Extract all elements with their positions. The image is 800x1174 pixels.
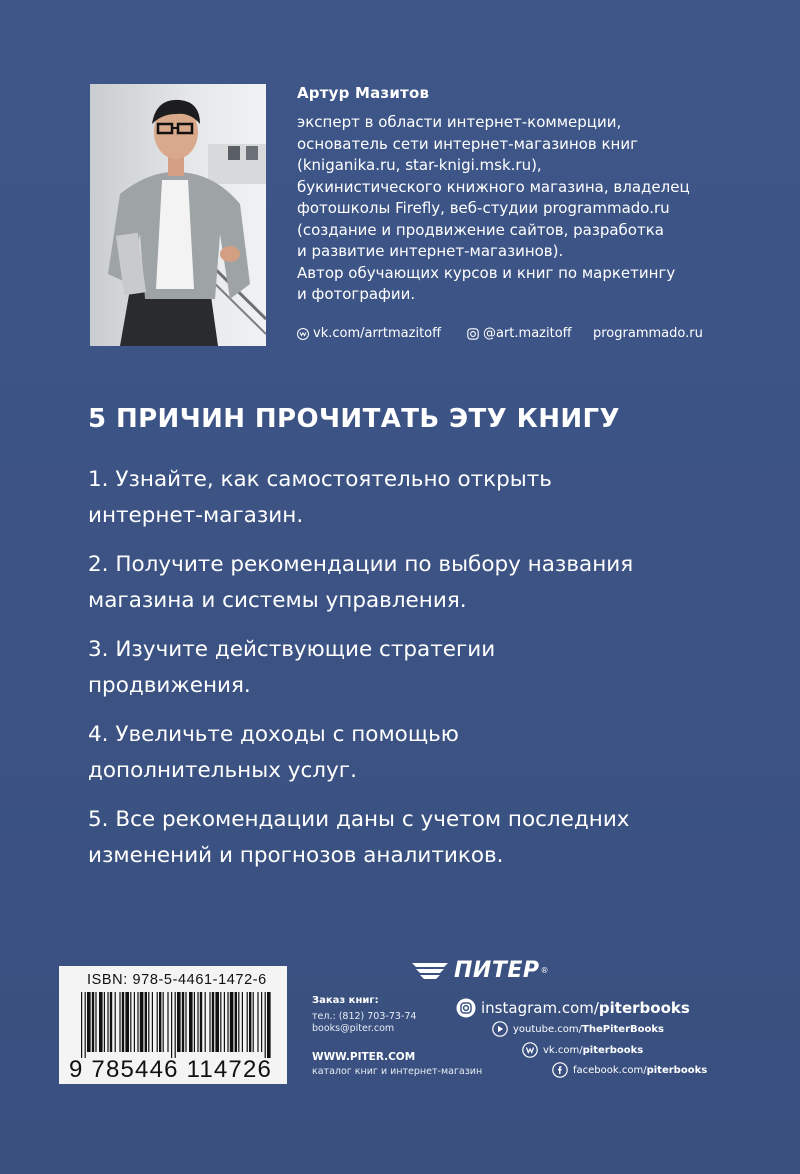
barcode-bar bbox=[119, 992, 120, 1052]
reason-line: магазина и системы управления. bbox=[88, 588, 467, 613]
barcode-bar bbox=[92, 992, 94, 1052]
barcode-bar bbox=[185, 992, 186, 1052]
barcode-bar bbox=[220, 992, 221, 1052]
publisher-instagram-link[interactable] bbox=[456, 998, 690, 1018]
publisher-logo bbox=[410, 956, 580, 984]
barcode-bar bbox=[242, 992, 243, 1052]
publisher-vk-link[interactable] bbox=[522, 1042, 643, 1058]
barcode-bar bbox=[148, 992, 149, 1052]
youtube-prefix: youtube.com/ bbox=[513, 1023, 583, 1035]
barcode-bar bbox=[122, 992, 124, 1052]
barcode-bar bbox=[145, 992, 147, 1052]
barcode-bar bbox=[140, 992, 144, 1052]
barcode-bar bbox=[235, 992, 237, 1052]
reason-item bbox=[88, 632, 728, 704]
barcode-bar bbox=[227, 992, 228, 1052]
barcode-bar bbox=[110, 992, 112, 1052]
barcode-bar bbox=[115, 992, 116, 1052]
barcode-bar bbox=[175, 992, 176, 1058]
instagram-handle: piterbooks bbox=[598, 999, 690, 1017]
author-bio-line: (kniganika.ru, star-knigi.msk.ru), bbox=[297, 156, 542, 174]
reasons-title: 5 ПРИЧИН ПРОЧИТАТЬ ЭТУ КНИГУ bbox=[88, 404, 620, 434]
author-site-link[interactable] bbox=[593, 326, 703, 341]
barcode-bar bbox=[95, 992, 96, 1052]
barcode-bar bbox=[249, 992, 251, 1052]
barcode-bar bbox=[99, 992, 103, 1052]
author-vk-text: vk.com/arrtmazitoff bbox=[313, 326, 442, 341]
author-bio-line: (создание и продвижение сайтов, разработка bbox=[297, 220, 664, 239]
registered-mark: ® bbox=[540, 965, 549, 975]
facebook-prefix: facebook.com/ bbox=[573, 1064, 647, 1076]
reason-item bbox=[88, 462, 728, 534]
reason-line: 5. Все рекомендации даны с учетом последних bbox=[88, 807, 630, 832]
order-phone: тел.: (812) 703-73-74 bbox=[312, 1011, 417, 1022]
author-name: Артур Мазитов bbox=[297, 84, 430, 102]
barcode-bar bbox=[212, 992, 214, 1052]
barcode-bar bbox=[197, 992, 198, 1052]
author-bio-line: основатель сети интернет-магазинов книг bbox=[297, 134, 638, 153]
instagram-prefix: instagram.com/ bbox=[481, 999, 599, 1017]
barcode-bar bbox=[163, 992, 164, 1052]
reason-item bbox=[88, 547, 728, 619]
author-vk-link[interactable] bbox=[297, 326, 441, 341]
barcode-digits: 9 785446 114726 bbox=[69, 1056, 273, 1083]
order-label: Заказ книг: bbox=[312, 995, 379, 1006]
reason-line: интернет-магазин. bbox=[88, 503, 304, 528]
publisher-youtube-link[interactable] bbox=[492, 1021, 664, 1037]
instagram-icon bbox=[467, 328, 479, 340]
reason-line: изменений и прогнозов аналитиков. bbox=[88, 843, 504, 868]
author-instagram-text: @art.mazitoff bbox=[483, 326, 572, 341]
author-photo bbox=[90, 84, 266, 346]
barcode-bar bbox=[87, 992, 91, 1052]
barcode-bar bbox=[171, 992, 172, 1058]
barcode-bar bbox=[104, 992, 105, 1052]
barcode-bar bbox=[157, 992, 158, 1052]
barcode-panel bbox=[59, 966, 287, 1084]
barcode-bar bbox=[189, 992, 193, 1052]
author-bio-line: эксперт в области интернет-коммерции, bbox=[297, 113, 622, 131]
barcode-bar bbox=[167, 992, 168, 1052]
instagram-icon bbox=[456, 998, 476, 1018]
barcode-bar bbox=[177, 992, 181, 1052]
barcode-bar bbox=[247, 992, 248, 1052]
author-bio-line: и развитие интернет-магазинов). bbox=[297, 242, 564, 260]
author-instagram-link[interactable] bbox=[467, 326, 572, 341]
barcode-bar bbox=[125, 992, 129, 1052]
vk-icon bbox=[522, 1042, 538, 1058]
barcode-bar bbox=[209, 992, 210, 1052]
vk-handle: piterbooks bbox=[582, 1044, 644, 1056]
barcode-bar bbox=[230, 992, 234, 1052]
barcode-bar bbox=[253, 992, 254, 1052]
author-bio-line: фотошколы Firefly, веб-студии programmado.ru bbox=[297, 199, 670, 217]
barcode-bar bbox=[81, 992, 82, 1058]
publisher-facebook-link[interactable] bbox=[552, 1062, 707, 1078]
barcode-bar bbox=[107, 992, 108, 1052]
author-bio bbox=[297, 112, 717, 306]
barcode-bar bbox=[257, 992, 258, 1052]
reason-item bbox=[88, 717, 728, 789]
reason-line: 4. Увеличьте доходы с помощью bbox=[88, 722, 459, 747]
facebook-icon bbox=[552, 1062, 568, 1078]
reason-line: 1. Узнайте, как самостоятельно открыть bbox=[88, 467, 552, 492]
vk-prefix: vk.com/ bbox=[543, 1044, 583, 1056]
barcode-bar bbox=[267, 992, 271, 1058]
barcode-bar bbox=[215, 992, 219, 1052]
barcode-bar bbox=[261, 992, 262, 1052]
facebook-handle: piterbooks bbox=[646, 1064, 708, 1076]
barcode-bar bbox=[238, 992, 239, 1052]
barcode-bar bbox=[194, 992, 195, 1052]
barcode-bar bbox=[224, 992, 225, 1052]
author-site-text: programmado.ru bbox=[593, 326, 703, 341]
author-bio-line: букинистического книжного магазина, владелец bbox=[297, 177, 690, 196]
order-email[interactable]: books@piter.com bbox=[312, 1023, 395, 1034]
author-links bbox=[297, 326, 717, 346]
reason-item bbox=[88, 802, 728, 874]
publisher-logo-text: ПИТЕР bbox=[454, 957, 540, 983]
barcode-bar bbox=[205, 992, 206, 1052]
reason-line: 3. Изучите действующие стратегии bbox=[88, 637, 496, 662]
youtube-handle: ThePiterBooks bbox=[582, 1023, 664, 1035]
author-bio-line: Автор обучающих курсов и книг по маркетингу bbox=[297, 263, 676, 282]
reason-line: дополнительных услуг. bbox=[88, 758, 357, 783]
barcode-bar bbox=[200, 992, 202, 1052]
barcode-bar bbox=[85, 992, 86, 1058]
publisher-catalog-note: каталог книг и интернет-магазин bbox=[312, 1066, 483, 1077]
barcode-bar bbox=[137, 992, 138, 1052]
reason-line: 2. Получите рекомендации по выбору названия bbox=[88, 552, 634, 577]
isbn: ISBN: 978-5-4461-1472-6 bbox=[87, 972, 267, 988]
barcode-bar bbox=[265, 992, 266, 1058]
play-icon bbox=[492, 1021, 508, 1037]
barcode-bar bbox=[152, 992, 153, 1052]
publisher-website[interactable]: WWW.PITER.COM bbox=[312, 1051, 416, 1063]
barcode-bar bbox=[130, 992, 131, 1052]
vk-icon bbox=[297, 328, 309, 340]
author-bio-line: и фотографии. bbox=[297, 285, 416, 303]
reason-line: продвижения. bbox=[88, 673, 251, 698]
piter-logo-icon bbox=[410, 959, 450, 981]
barcode-bar bbox=[134, 992, 135, 1052]
barcode-bar bbox=[182, 992, 184, 1052]
barcode-bar bbox=[159, 992, 161, 1052]
